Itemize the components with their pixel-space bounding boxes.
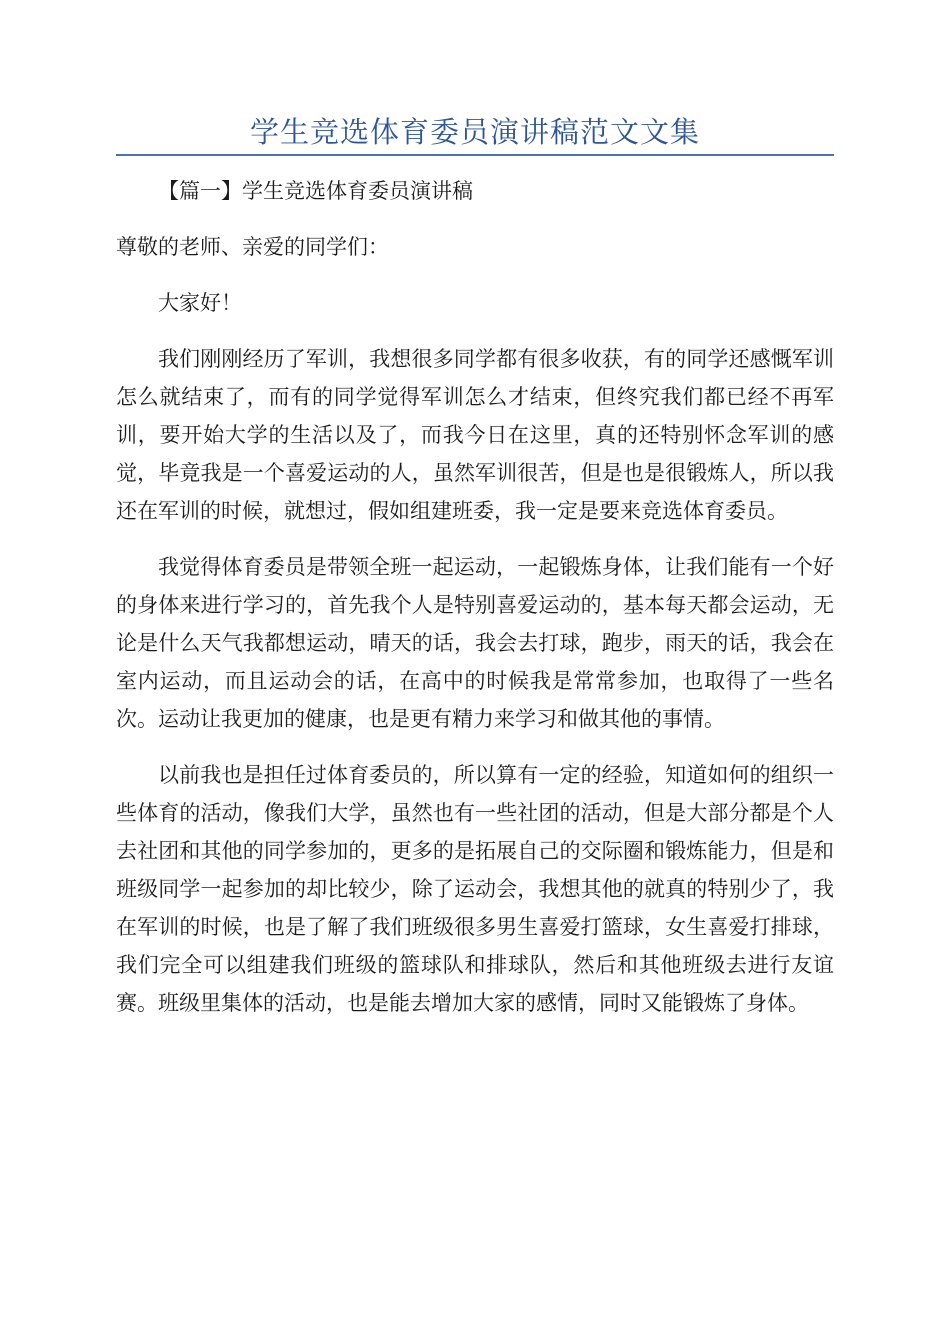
salutation: 尊敬的老师、亲爱的同学们： <box>116 235 389 259</box>
paragraph-2: 我觉得体育委员是带领全班一起运动，一起锻炼身体，让我们能有一个好的身体来进行学习的，首先我个人是特别喜爱运动的，基本每天都会运动，无论是什么天气我都想运动，晴天的话，我会去打球，跑步，雨天的话，我会在室内运动，而且运动会的话，在高中的时候我是常常参加，也取得了一些名次。运动让我更加的健康，也是更有精力来学习和做其他的事情。 <box>116 555 834 731</box>
paragraph-3: 以前我也是担任过体育委员的，所以算有一定的经验，知道如何的组织一些体育的活动，像我们大学，虽然也有一些社团的活动，但是大部分都是个人去社团和其他的同学参加的，更多的是拓展自己的交际圈和锻炼能力，但是和班级同学一起参加的却比较少，除了运动会，我想其他的就真的特别少了，我在军训的时候，也是了解了我们班级很多男生喜爱打篮球，女生喜爱打排球，我们完全可以组建我们班级的篮球队和排球队，然后和其他班级去进行友谊赛。班级里集体的活动，也是能去增加大家的感情，同时又能锻炼了身体。 <box>116 763 834 1015</box>
document-title: 学生竞选体育委员演讲稿范文文集 <box>249 115 700 149</box>
greeting: 大家好！ <box>158 291 242 315</box>
document-body <box>116 172 834 1040</box>
title-underline <box>116 154 834 156</box>
section-heading: 【篇一】学生竞选体育委员演讲稿 <box>158 179 473 203</box>
paragraph-1: 我们刚刚经历了军训，我想很多同学都有很多收获，有的同学还感慨军训怎么就结束了，而有的同学觉得军训怎么才结束，但终究我们都已经不再军训，要开始大学的生活以及了，而我今日在这里，真的还特别怀念军训的感觉，毕竟我是一个喜爱运动的人，虽然军训很苦，但是也是很锻炼人，所以我还在军训的时候，就想过，假如组建班委，我一定是要来竞选体育委员。 <box>116 347 834 523</box>
